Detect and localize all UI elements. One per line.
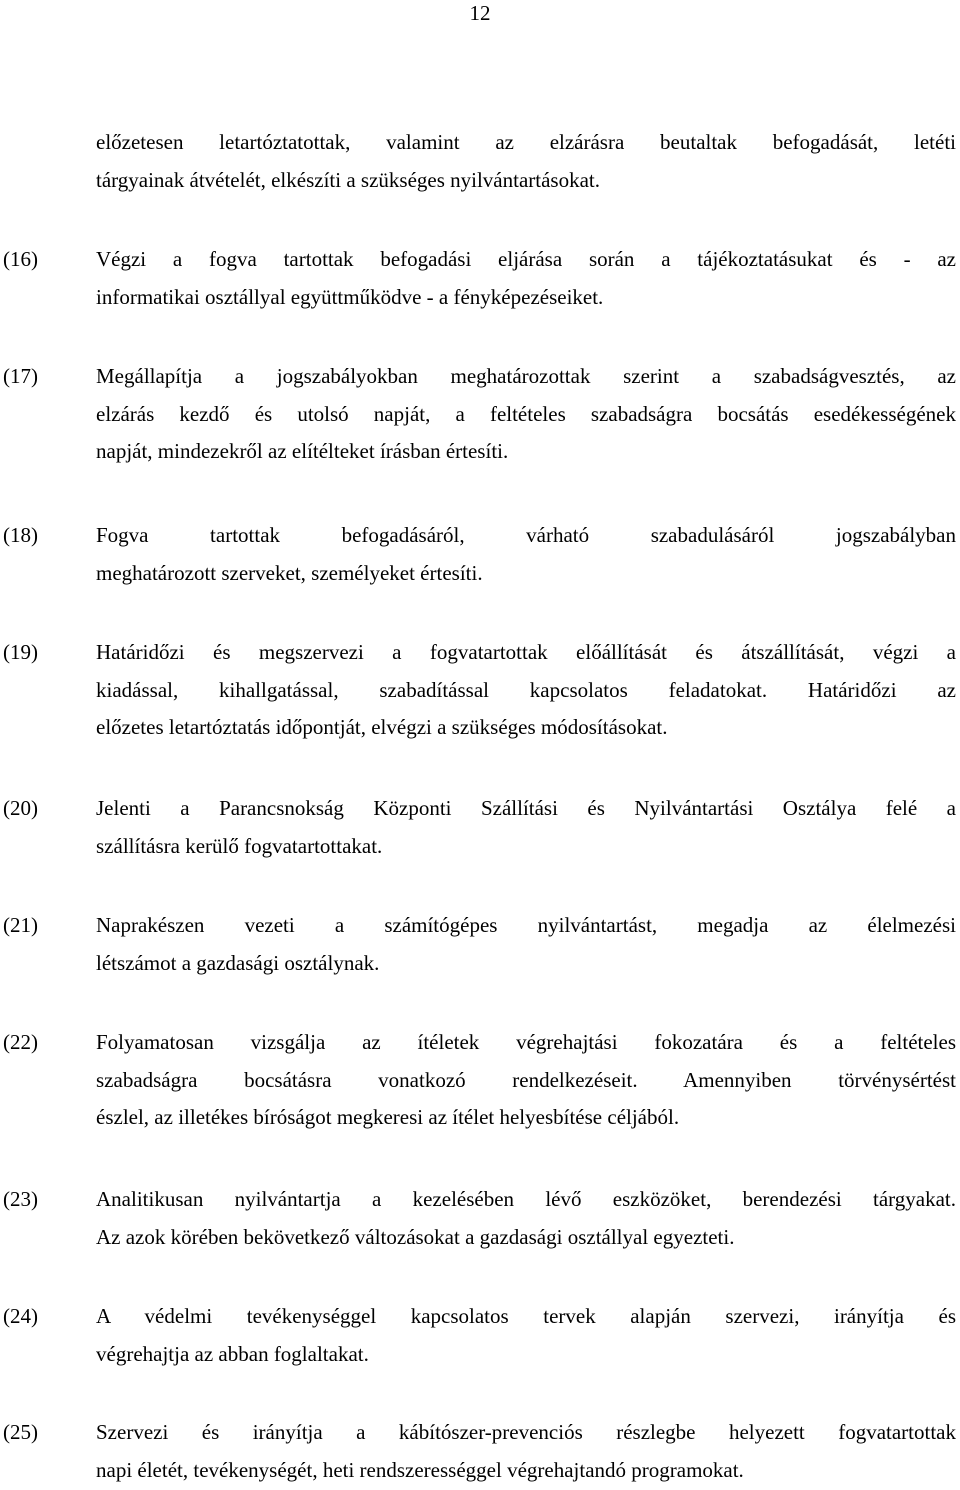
paragraph-number: (23): [3, 1187, 38, 1211]
paragraph-body: [96, 790, 956, 865]
paragraph-body: [96, 1024, 956, 1137]
page-number: 12: [469, 1, 491, 25]
text-line: napját, mindezekről az elítélteket írásban értesíti.: [96, 439, 509, 463]
paragraph-number: (16): [3, 247, 38, 271]
text-line: Végzi a fogva tartottak befogadási eljárása során a tájékoztatásukat és - az: [96, 247, 956, 271]
paragraph-number: (18): [3, 523, 38, 547]
paragraph-number: (25): [3, 1420, 38, 1444]
text-line: meghatározott szerveket, személyeket értesíti.: [96, 560, 483, 585]
text-line: informatikai osztállyal együttműködve - a fényképezéseiket.: [96, 284, 604, 309]
text-line: A védelmi tevékenységgel kapcsolatos tervek alapján szervezi, irányítja és: [96, 1304, 956, 1328]
text-line: elzárás kezdő és utolsó napját, a feltételes szabadságra bocsátás esedékességének: [96, 401, 956, 426]
text-line: Folyamatosan vizsgálja az ítéletek végrehajtási fokozatára és a feltételes: [96, 1030, 956, 1054]
text-line: Az azok körében bekövetkező változásokat a gazdasági osztállyal egyezteti.: [96, 1224, 735, 1249]
paragraph-body: [96, 241, 956, 316]
text-line: Naprakészen vezeti a számítógépes nyilvántartást, megadja az élelmezési: [96, 913, 956, 937]
text-line: észlel, az illetékes bíróságot megkeresi az ítélet helyesbítése céljából.: [96, 1105, 680, 1129]
text-line: Jelenti a Parancsnokság Központi Szállítási és Nyilvántartási Osztálya felé a: [96, 796, 956, 820]
text-line: Megállapítja a jogszabályokban meghatározottak szerint a szabadságvesztés, az: [96, 364, 956, 388]
text-line: kiadással, kihallgatással, szabadítással kapcsolatos feladatokat. Határidőzi az: [96, 677, 956, 702]
paragraph-number: (24): [3, 1304, 38, 1328]
text-line: Szervezi és irányítja a kábítószer-prevenciós részlegbe helyezett fogvatartottak: [96, 1420, 956, 1444]
paragraph-body: [96, 358, 956, 471]
text-line: Fogva tartottak befogadásáról, várható szabadulásáról jogszabályban: [96, 523, 956, 547]
text-line: előzetes letartóztatás időpontját, elvégzi a szükséges módosításokat.: [96, 715, 668, 739]
paragraph-number: (21): [3, 913, 38, 937]
paragraph-number: (17): [3, 364, 38, 388]
paragraph-body: [96, 634, 956, 747]
paragraph-number: (20): [3, 796, 38, 820]
paragraph-body: [96, 1181, 956, 1256]
paragraph-body: [96, 124, 956, 199]
text-line: létszámot a gazdasági osztálynak.: [96, 950, 380, 975]
text-line: Analitikusan nyilvántartja a kezelésében lévő eszközöket, berendezési tárgyakat.: [96, 1187, 956, 1211]
text-line: végrehajtja az abban foglaltakat.: [96, 1341, 369, 1366]
text-line: szállításra kerülő fogvatartottakat.: [96, 833, 383, 858]
paragraph-body: [96, 1414, 956, 1489]
text-line: Határidőzi és megszervezi a fogvatartottak előállítását és átszállítását, végzi a: [96, 640, 956, 664]
paragraph-body: [96, 1298, 956, 1373]
paragraph-number: (19): [3, 640, 38, 664]
paragraph-number: (22): [3, 1030, 38, 1054]
text-line: tárgyainak átvételét, elkészíti a szükséges nyilvántartásokat.: [96, 167, 601, 192]
paragraph-body: [96, 907, 956, 982]
text-line: napi életét, tevékenységét, heti rendszerességgel végrehajtandó programokat.: [96, 1457, 744, 1482]
text-line: előzetesen letartóztatottak, valamint az elzárásra beutaltak befogadását, letéti: [96, 130, 956, 154]
text-line: szabadságra bocsátásra vonatkozó rendelkezéseit. Amennyiben törvénysértést: [96, 1067, 956, 1092]
paragraph-body: [96, 517, 956, 592]
